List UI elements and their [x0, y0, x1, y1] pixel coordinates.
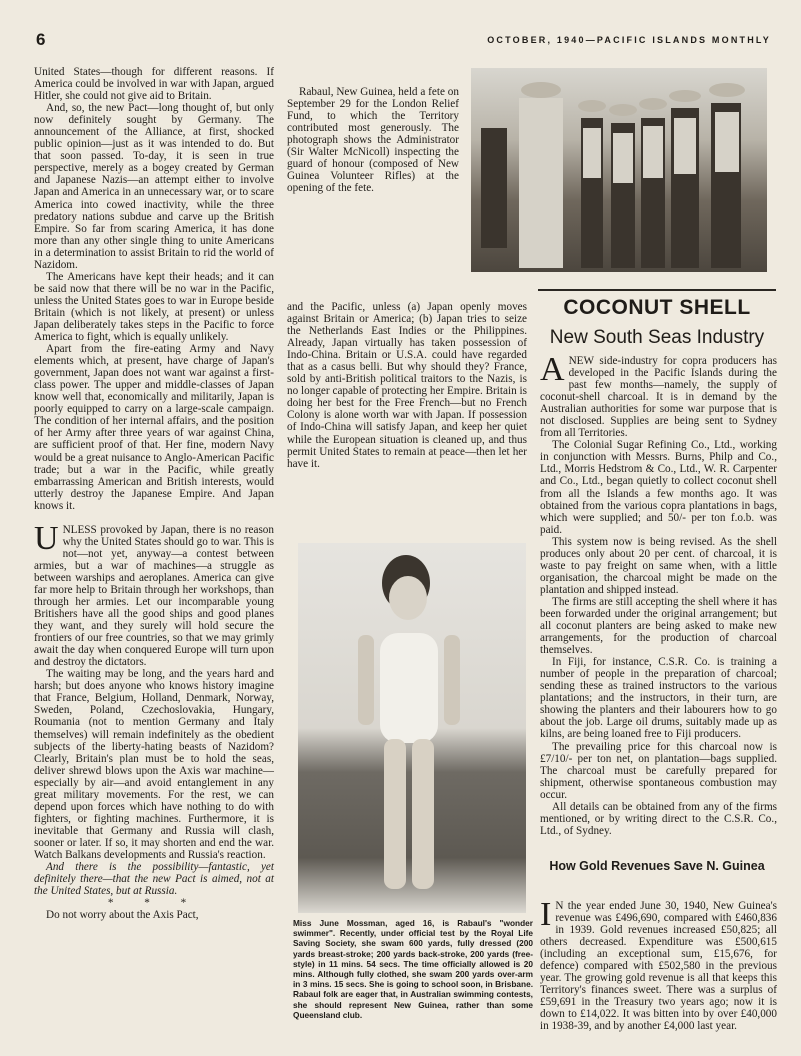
paragraph-text: N the year ended June 30, 1940, New Guinea's revenue was £496,690, compared with £460,836 in 1939. Gold revenues increased £50,825; all others decreased. Expenditure was £500,615 (including an exceptional sum, £15,676, for defence) compared with £502,580 in the previous year. The growing gold revenue is all that keeps this Territory's finances sweet. There was a surplus of £59,691 in the Treasury two years ago; now it is down to £14,022. It was bitten into by over £40,000 in 1938-39, and by another £4,000 last year.	[540, 900, 777, 1033]
article-paragraph: and the Pacific, unless (a) Japan openly moves against Britain or America; (b) Japan tries to seize the Netherlands East Indies or the Philippines. Already, Japan virtually has taken possession of Indo-China. Britain or U.S.A. could have regarded that as a casus belli. But why should they? France, sold by anti-British political traitors to the Nazis, is no longer capable of protecting her Empire. Britain is doing her best for the Free French—but no French Colony is alone worth war with Japan. If possession of Indo-China will satisfy Japan, and keep her quiet while the European situation is cleaned up, and thus permit United States to remain at peace—then let her have it.	[287, 301, 527, 470]
drop-cap: I	[540, 896, 552, 933]
article-paragraph: This system now is being revised. As the shell produces only about 20 per cent. of charcoal, it is waste to pay freight on same when, with a little organisation, the charcoal might be made on the plantation and shipped instead.	[540, 535, 777, 596]
article-paragraph	[540, 896, 777, 1033]
article-paragraph: The Americans have kept their heads; and it can be said now that there will be no war in the Pacific, unless the United States goes to war in Europe beside Britain (which is not likely, at present) or unless Japan deliberately takes steps in the Pacific to force America to fight, which is equally unlikely.	[34, 270, 274, 344]
article-paragraph: The waiting may be long, and the years hard and harsh; but does anyone who knows history imagine that France, Belgium, Holland, Denmark, Norway, Sweden, Poland, Czechoslovakia, Hungary, Roumania (not to mention Germany and Italy themselves) will remain indefinitely as the obedient subjects of the liberty-hating beasts of Nazidom? Clearly, Britain's plan must be to hold the seas, deliver shrewd blows upon the Axis war machine—especially by air—and avoid entanglement in any great military movements. For the rest, we can depend upon forces which have nothing to do with fighters, or fighting machines. Furthermore, it is inevitable that Germany and Russia will clash, sooner or later. If so, it may shorten and end the war. Watch Balkans developments and Russia's reaction.	[34, 668, 274, 861]
article-paragraph: All details can be obtained from any of the firms mentioned, or by writing direct to the C.S.R. Co., Ltd., of Sydney.	[540, 800, 777, 837]
page-number: 6	[36, 30, 46, 49]
swimmer-illustration	[298, 543, 526, 913]
caption-text: Rabaul, New Guinea, held a fete on September 29 for the London Relief Fund, to which the Territory contributed most generously. The photograph shows the Administrator (Sir Walter McNicoll) inspecting the guard of honour (composed of New Guinea Volunteer Rifles) at the opening of the fete.	[287, 86, 459, 195]
article-paragraph	[34, 519, 274, 669]
running-title: OCTOBER, 1940—PACIFIC ISLANDS MONTHLY	[487, 35, 771, 45]
paragraph-text: NLESS provoked by Japan, there is no reason why the United States should go to war. This is not—not yet, anyway—a contest between armies, but a war of machines—a struggle as between warships and aeroplanes. America can give far more help to Britain through her workshops, than through her armies. Let our incomparable young Britishers have all the good ships and good planes they want, and they surely will hold secure the frontiers of our free countries, so that we may grimly await the day when conquered Europe will turn upon and destroy the dictators.	[34, 523, 274, 669]
drop-cap: U	[34, 519, 59, 557]
photo-caption-fete	[287, 86, 459, 194]
article-paragraph: Do not worry about the Axis Pact,	[46, 909, 199, 922]
coconut-article-column	[540, 351, 777, 837]
gold-headline: How Gold Revenues Save N. Guinea	[549, 859, 765, 873]
article-paragraph: The prevailing price for this charcoal now is £7/10/- per ton net, on plantation—bags supplied. The charcoal must be carefully prepared for shipment, otherwise spontaneous combustion may occur.	[540, 740, 777, 801]
coconut-headline: COCONUT SHELL	[563, 296, 751, 319]
article-continuation-column	[287, 301, 527, 470]
article-paragraph: And, so, the new Pact—long thought of, but only now definitely sought by Germany. The announcement of the Alliance, at first, shocked public opinion—just as it was intended to do. But that soon passed. To-day, it is seen in true perspective, merely as a bogey created by German and Japanese Nazis—an attempt either to involve Japan and America in an unnecessary war, or to scare America into cowed inactivity, while the three predatory nations subdue and carve up the British Empire. So far from scaring America, it has done more than any other single thing to unite Americans in a determination to assist Britain to rid the world of Nazidom.	[34, 102, 274, 271]
gold-article-column	[540, 896, 777, 1033]
section-separator: * * *	[107, 897, 201, 910]
section-rule	[538, 289, 776, 291]
article-paragraph: The Colonial Sugar Refining Co., Ltd., working in conjunction with Messrs. Burns, Philp and Co., Ltd., Morris Hedstrom & Co., Ltd., W. R. Carpenter and Co., Ltd., began quietly to collect coconut shell from all the Islands a few months ago. It was obtained from the various copra plantations in bags, which were supplied; and 50/- per ton f.o.b. was paid.	[540, 439, 777, 536]
article-paragraph: In Fiji, for instance, C.S.R. Co. is training a number of people in the preparation of charcoal; sending these as trained instructors to the various plantations; and the instructors, in their turn, are showing the planters and their labourers how to go about the job. Large oil drums, suitably made up as kilns, are being loaned free to Fiji producers.	[540, 656, 777, 741]
soldiers-illustration	[471, 68, 767, 272]
coconut-subheadline: New South Seas Industry	[549, 327, 765, 348]
article-paragraph: Apart from the fire-eating Army and Navy elements which, at present, have charge of Japan's government, Japan does not want war against a first-class power. The upper and middle-classes of Japan know well that, economically and militarily, Japan is poorly equipped to carry on a large-scale campaign. The condition of her internal affairs, and the position of her Army after three years of war against China, are sufficient proof of that. Her fine, modern Navy would be a great nuisance to Anglo-American Pacific trade; but a war in the Pacific, while greatly embarrassing American and British interests, would utterly destroy the Japanese Empire. And Japan knows it.	[34, 343, 274, 512]
page-header	[36, 30, 771, 52]
drop-cap: A	[540, 351, 565, 388]
article-paragraph: The firms are still accepting the shell where it has been forwarded under the original arrangement; but all coconut planters are being asked to make new arrangements, for the production of charcoal themselves.	[540, 595, 777, 657]
photo-caption-swimmer	[293, 918, 533, 1020]
article-paragraph	[540, 351, 777, 440]
main-article-column	[34, 66, 274, 921]
caption-text: Miss June Mossman, aged 16, is Rabaul's "wonder swimmer". Recently, under official test by the Royal Life Saving Society, she swam 600 yards, fully dressed (200 yards breast-stroke; 200 yards back-stroke, 200 yards (free-style) in 11 mins. 54 secs. The time officially allowed is 20 mins. Although fully clothed, she swam 200 yards over-arm in 3 mins. 15 secs. She is going to school soon, in Brisbane. Rabaul folk are eager that, in Australian swimming contests, she should represent New Guinea, rather than some Queensland club.	[293, 918, 533, 1020]
article-paragraph: United States—though for different reasons. If America could be involved in war with Japan, argued Hitler, she could not give aid to Britain.	[34, 66, 274, 103]
photo-guard-of-honour	[471, 68, 767, 272]
article-paragraph: And there is the possibility—fantastic, yet definitely there—that the new Pact is aimed, not at the United States, but at Russia.	[34, 861, 274, 898]
photo-june-mossman	[298, 543, 526, 913]
paragraph-text: NEW side-industry for copra producers has developed in the Pacific Islands during the past few months—namely, the supply of coconut-shell charcoal. It is in demand by the Australian authorities for some war purpose that is not disclosed. Supplies are being sent to Sydney from all Territories.	[540, 355, 777, 440]
